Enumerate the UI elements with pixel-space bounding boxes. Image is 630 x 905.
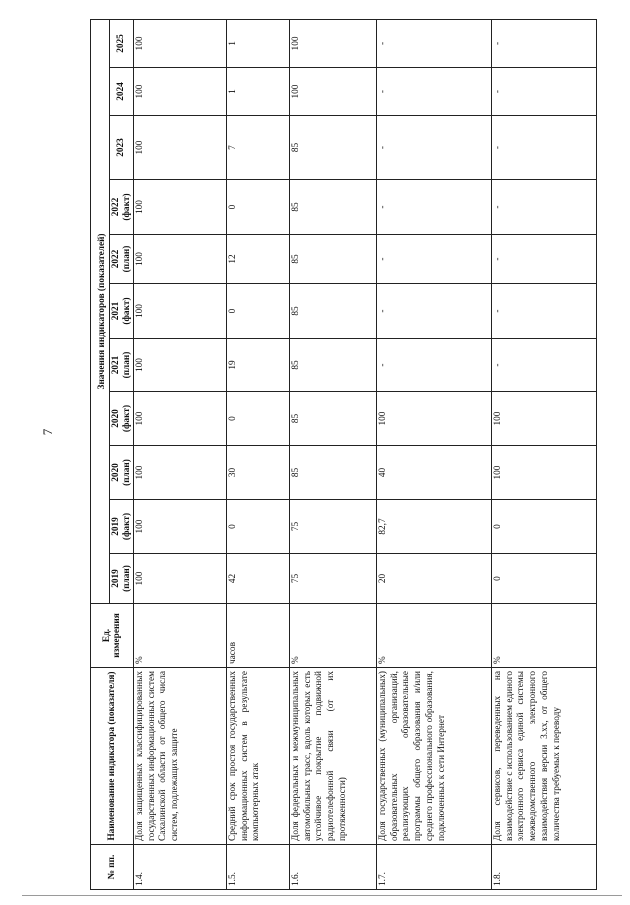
row-number: 1.4. — [134, 845, 227, 890]
unit-of-measure: % — [492, 604, 597, 668]
indicator-value: 1 — [227, 19, 290, 67]
row-number: 1.7. — [377, 845, 492, 890]
indicator-value: 85 — [290, 339, 377, 392]
header-year-cell — [110, 68, 134, 116]
header-year-note: (факт) — [121, 512, 132, 541]
header-year-note: (план) — [121, 459, 132, 486]
indicator-value: 0 — [227, 392, 290, 446]
indicator-value: - — [377, 235, 492, 284]
indicator-value: 0 — [492, 500, 597, 554]
indicator-value: 100 — [134, 446, 227, 500]
indicator-value: 100 — [492, 392, 597, 446]
indicator-value: 85 — [290, 180, 377, 235]
header-year: 2024 — [116, 82, 127, 101]
indicator-value: 20 — [377, 554, 492, 604]
indicator-value: 1 — [227, 68, 290, 116]
page-number: 7 — [40, 428, 55, 436]
indicator-name: Доля защищенных классифицированных государственных информационных систем Сахалинской области от общего числа систем, подлежащих защите — [134, 668, 227, 845]
table-row — [227, 19, 290, 889]
header-year: 2019 — [111, 569, 121, 588]
indicators-table — [90, 19, 597, 890]
header-year: 2022 — [111, 197, 121, 217]
indicator-value: 40 — [377, 446, 492, 500]
header-year: 2021 — [111, 355, 121, 375]
header-year: 2025 — [116, 34, 127, 53]
header-num: № пп. — [91, 845, 134, 890]
indicator-name: Доля государственных (муниципальных) образовательных организаций, реализующих образовательные программы общего образования и/или среднего профессионального образования, подключенных к сети Интернет — [377, 668, 492, 845]
indicator-value: 100 — [134, 68, 227, 116]
unit-of-measure: % — [290, 604, 377, 668]
indicator-value: 100 — [134, 116, 227, 180]
header-year-note: (план) — [121, 351, 132, 379]
indicator-value: 100 — [134, 284, 227, 339]
indicator-value: - — [492, 116, 597, 180]
header-year: 2022 — [111, 249, 121, 269]
indicator-value: - — [377, 180, 492, 235]
unit-of-measure: % — [134, 604, 227, 668]
indicator-name: Доля сервисов, переведенных на взаимодействие с использованием единого электронного сервиса единой системы межведомственного электронного взаимодействия версии 3.хх, от общего количества требуемых к переводу — [492, 668, 597, 845]
header-year-cell — [110, 116, 134, 180]
indicator-value: 7 — [227, 116, 290, 180]
header-year-note: (факт) — [121, 404, 132, 433]
indicator-value: 82,7 — [377, 500, 492, 554]
indicator-value: 12 — [227, 235, 290, 284]
indicator-value: 100 — [134, 19, 227, 67]
table-row — [492, 19, 597, 889]
indicator-value: 0 — [492, 554, 597, 604]
header-year: 2020 — [111, 409, 121, 428]
header-year-note: (план) — [121, 245, 132, 273]
table-row — [134, 19, 227, 889]
indicator-value: - — [492, 180, 597, 235]
indicator-value: 85 — [290, 446, 377, 500]
header-year-note: (факт) — [121, 193, 132, 221]
indicator-value: - — [377, 339, 492, 392]
header-year-note: (план) — [121, 565, 132, 592]
row-number: 1.8. — [492, 845, 597, 890]
row-number: 1.5. — [227, 845, 290, 890]
indicator-value: 85 — [290, 284, 377, 339]
indicator-value: 100 — [290, 19, 377, 67]
header-values: Значения индикаторов (показателей) — [91, 19, 110, 603]
indicator-value: 100 — [134, 554, 227, 604]
header-year-cell — [110, 500, 134, 554]
table-body — [134, 19, 597, 889]
indicator-value: 100 — [492, 446, 597, 500]
indicator-value: 75 — [290, 500, 377, 554]
indicator-value: 100 — [134, 339, 227, 392]
table-row — [290, 19, 377, 889]
header-year: 2023 — [116, 138, 127, 157]
header-year: 2019 — [111, 517, 121, 536]
header-year-cell — [110, 19, 134, 67]
header-year: 2020 — [111, 463, 121, 482]
header-year-cell — [110, 180, 134, 235]
indicator-value: 42 — [227, 554, 290, 604]
unit-of-measure: часов — [227, 604, 290, 668]
indicator-value: - — [492, 284, 597, 339]
header-year-cell — [110, 339, 134, 392]
row-number: 1.6. — [290, 845, 377, 890]
header-year-cell — [110, 446, 134, 500]
header-year-cell — [110, 235, 134, 284]
indicator-value: 0 — [227, 284, 290, 339]
indicator-value: 100 — [290, 68, 377, 116]
indicator-value: 100 — [377, 392, 492, 446]
indicator-value: - — [492, 68, 597, 116]
header-year-cell — [110, 554, 134, 604]
header-unit: Ед. измерения — [91, 604, 134, 668]
header-year-note: (факт) — [121, 297, 132, 325]
indicator-value: - — [492, 19, 597, 67]
indicator-value: 19 — [227, 339, 290, 392]
indicator-value: - — [492, 235, 597, 284]
indicator-value: - — [377, 19, 492, 67]
unit-of-measure: % — [377, 604, 492, 668]
indicator-value: 100 — [134, 180, 227, 235]
scan-edge-line — [22, 895, 622, 896]
indicator-value: 0 — [227, 500, 290, 554]
indicator-value: - — [492, 339, 597, 392]
header-year: 2021 — [111, 301, 121, 321]
indicator-value: 100 — [134, 392, 227, 446]
indicator-value: 85 — [290, 392, 377, 446]
indicator-value: - — [377, 284, 492, 339]
indicator-value: 85 — [290, 235, 377, 284]
indicator-value: 30 — [227, 446, 290, 500]
indicator-value: 85 — [290, 116, 377, 180]
indicator-name: Средний срок простоя государственных информационных систем в результате компьютерных атак — [227, 668, 290, 845]
indicator-value: - — [377, 68, 492, 116]
header-name: Наименование индикатора (показателя) — [91, 668, 134, 845]
header-year-cell — [110, 392, 134, 446]
header-year-cell — [110, 284, 134, 339]
indicator-value: 100 — [134, 235, 227, 284]
indicator-value: 75 — [290, 554, 377, 604]
indicator-value: 0 — [227, 180, 290, 235]
indicator-name: Доля федеральных и межмуниципальных автомобильных трасс, вдоль которых есть устойчивое покрытие подвижной радиотелефонной связи (от их протяженности) — [290, 668, 377, 845]
rotated-table-wrapper — [90, 20, 580, 890]
indicator-value: - — [377, 116, 492, 180]
indicator-value: 100 — [134, 500, 227, 554]
table-row — [377, 19, 492, 889]
